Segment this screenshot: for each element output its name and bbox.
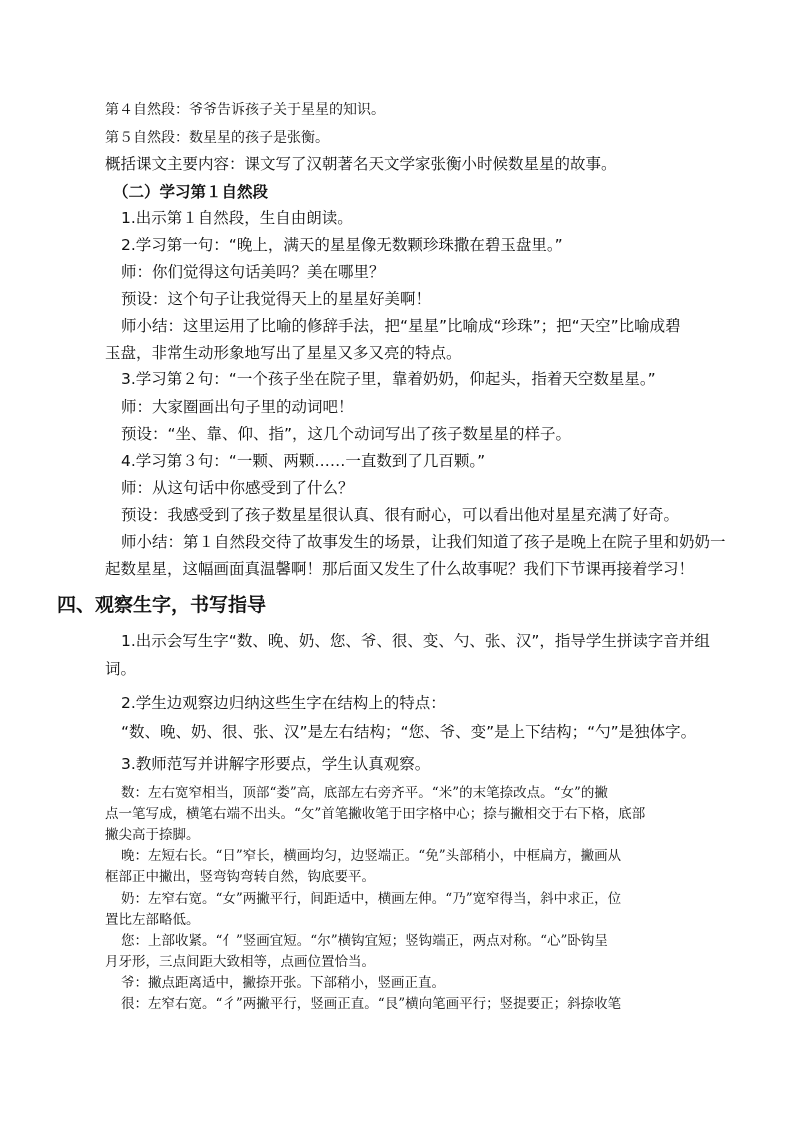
teacher-question-1: 师：你们觉得这句话美吗？美在哪里？ [121, 263, 385, 281]
part4-item-1b: 词。 [105, 660, 137, 678]
char-shu-line-3: 撇尖高于捺脚。 [105, 827, 200, 843]
char-wan-line-1: 晚：左短右长。“日”窄长，横画均匀，边竖端正。“免”头部稍小，中框扁方，撇画从 [121, 848, 622, 864]
step-4: 4.学习第３句：“一颗、两颗……一直数到了几百颗。” [121, 452, 486, 470]
teacher-question-3: 师：从这句话中你感受到了什么？ [121, 479, 354, 497]
teacher-summary-2a: 师小结：第１自然段交待了故事发生的场景，让我们知道了孩子是晚上在院子里和奶奶一 [121, 533, 726, 551]
teacher-summary-1b: 玉盘，非常生动形象地写出了星星又多又亮的特点。 [105, 344, 462, 362]
step-2: 2.学习第一句：“晚上，满天的星星像无数颗珍珠撒在碧玉盘里。” [121, 236, 563, 254]
char-wan-line-2: 框部正中撇出，竖弯钩弯转自然，钩底要平。 [105, 869, 375, 885]
preset-answer-1: 预设：这个句子让我觉得天上的星星好美啊！ [121, 290, 432, 308]
section-2-title: （二）学习第１自然段 [113, 183, 269, 201]
char-nin-line-2: 月牙形，三点间距大致相等，点画位置恰当。 [105, 954, 375, 970]
main-content-summary: 概括课文主要内容：课文写了汉朝著名天文学家张衡小时候数星星的故事。 [105, 155, 617, 173]
paragraph-4-summary: 第４自然段：爷爷告诉孩子关于星星的知识。 [105, 102, 385, 118]
teacher-question-2: 师：大家圈画出句子里的动词吧！ [121, 398, 354, 416]
teacher-summary-1a: 师小结：这里运用了比喻的修辞手法，把“星星”比喻成“珍珠”；把“天空”比喻成碧 [121, 317, 681, 335]
teacher-summary-2b: 起数星星，这幅画面真温馨啊！那后面又发生了什么故事呢？我们下节课再接着学习！ [105, 560, 695, 578]
char-ye-line: 爷：撇点距离适中，撇捺开张。下部稍小，竖画正直。 [121, 975, 445, 991]
part4-item-1a: 1.出示会写生字“数、晚、奶、您、爷、很、变、勺、张、汉”，指导学生拼读字音并组 [121, 632, 710, 650]
preset-answer-2: 预设：“坐、靠、仰、指”，这几个动词写出了孩子数星星的样子。 [121, 425, 572, 443]
part4-item-2: 2.学生边观察边归纳这些生字在结构上的特点： [121, 694, 446, 712]
section-4-heading: 四、观察生字，书写指导 [57, 594, 267, 616]
part4-item-3: 3.教师范写并讲解字形要点，学生认真观察。 [121, 755, 431, 773]
char-hen-line: 很：左窄右宽。“彳”两撇平行，竖画正直。“艮”横向笔画平行；竖提要正；斜捺收笔 [121, 996, 622, 1012]
paragraph-5-summary: 第５自然段：数星星的孩子是张衡。 [105, 130, 329, 146]
char-shu-line-1: 数：左右宽窄相当，顶部“娄”高，底部左右旁齐平。“米”的末笔捺改点。“女”的撇 [121, 785, 608, 801]
step-3: 3.学习第２句：“一个孩子坐在院子里，靠着奶奶，仰起头，指着天空数星星。” [121, 370, 656, 388]
step-1: 1.出示第１自然段，生自由朗读。 [121, 209, 353, 227]
char-nai-line-2: 置比左部略低。 [105, 912, 200, 928]
part4-structure: “数、晚、奶、很、张、汉”是左右结构；“您、爷、变”是上下结构；“勺”是独体字。 [121, 723, 697, 741]
char-nai-line-1: 奶：左窄右宽。“女”两撇平行，间距适中，横画左伸。“乃”宽窄得当，斜中求正，位 [121, 891, 622, 907]
char-shu-line-2: 点一笔写成，横笔右端不出头。“攵”首笔撇收笔于田字格中心；捺与撇相交于右下格，底部 [105, 806, 646, 822]
char-nin-line-1: 您：上部收紧。“亻”竖画宜短。“尔”横钩宜短；竖钩端正，两点对称。“心”卧钩呈 [121, 933, 608, 949]
preset-answer-3: 预设：我感受到了孩子数星星很认真、很有耐心，可以看出他对星星充满了好奇。 [121, 506, 680, 524]
